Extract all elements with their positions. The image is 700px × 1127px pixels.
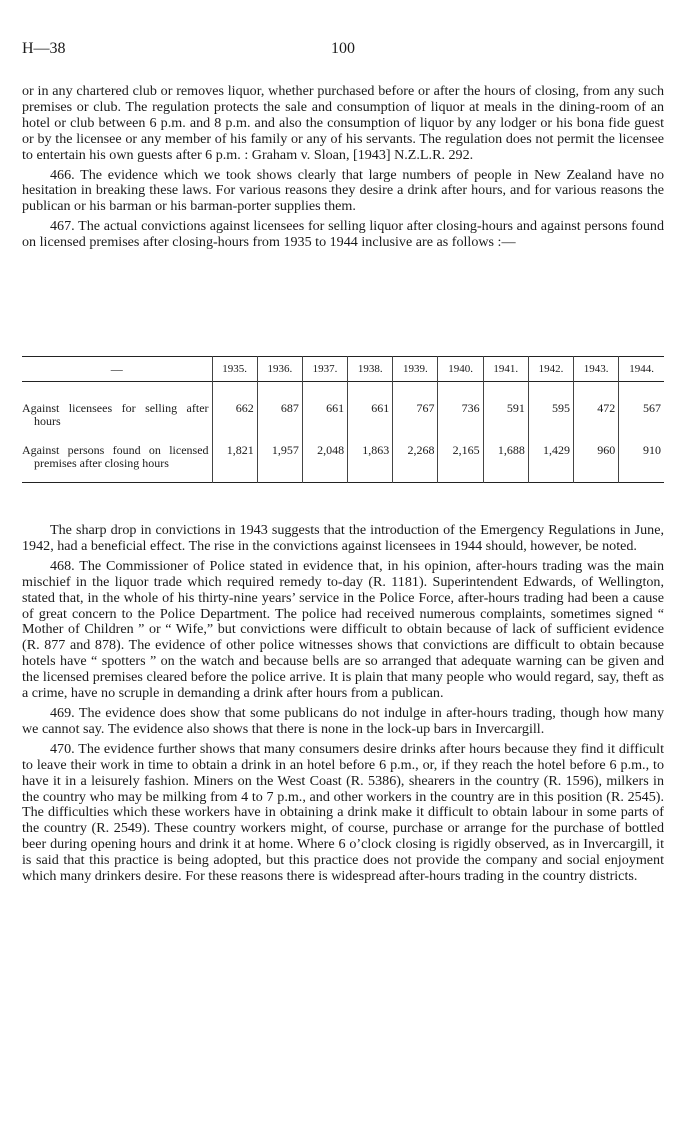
table-cell: 767 [393, 382, 438, 431]
table-cell: 736 [438, 382, 483, 431]
table-cell: 661 [348, 382, 393, 431]
table-row [22, 430, 664, 483]
table-cell: 1,688 [483, 430, 528, 483]
paragraph-466: 466. The evidence which we took shows clearly that large numbers of people in New Zealand have no hesitation in breaking these laws. For various reasons they desire a drink after hours, and for various reasons the publican or his barman or his barman-porter supplies them. [22, 166, 664, 215]
year-header: 1939. [393, 357, 438, 382]
paragraph-467: 467. The actual convictions against licensees for selling liquor after closing-hours and against persons found on licensed premises after closing-hours from 1935 to 1944 inclusive are as follows :— [22, 218, 664, 251]
table-header-row [22, 357, 664, 382]
table-cell: 662 [212, 382, 257, 431]
row-label: Against persons found on licensed premises after closing hours [22, 443, 209, 470]
year-header: 1935. [212, 357, 257, 382]
year-header: 1942. [528, 357, 573, 382]
table-cell: 2,048 [302, 430, 347, 483]
paragraph-commentary: The sharp drop in convictions in 1943 suggests that the introduction of the Emergency Regulations in June, 1942, had a beneficial effect. The rise in the convictions against licensees in 1944 should, however, be noted. [22, 522, 664, 554]
year-header: 1938. [348, 357, 393, 382]
table-cell: 1,429 [528, 430, 573, 483]
paragraph-470: 470. The evidence further shows that many consumers desire drinks after hours because they find it difficult to leave their work in time to obtain a drink in an hotel before 6 p.m., or, if they reach the hotel before 6 p.m., to have it in a leisurely fashion. Miners on the West Coast (R. 5386), shearers in the country (R. 1596), milkers in the country who may be milking from 4 to 7 p.m., and other workers in the country are in this position (R. 2545). The difficulties which these workers have in obtaining a drink make it difficult to obtain labour in some parts of the country (R. 2549). These country workers might, of course, purchase or arrange for the purchase of bottled beer during opening hours and drink it at home. Where 6 o’clock closing is rigidly observed, as in Invercargill, it is said that this practice is being adopted, but this practice does not provide the company and social enjoyment which many drinkers desire. For these reasons there is widespread after-hours trading in the country districts. [22, 740, 664, 885]
page-header [22, 40, 664, 60]
table-cell: 910 [619, 430, 664, 483]
table-cell: 567 [619, 382, 664, 431]
table-cell: 661 [302, 382, 347, 431]
table-cell: 960 [574, 430, 619, 483]
table-cell: 687 [257, 382, 302, 431]
table-cell: 591 [483, 382, 528, 431]
table-cell: 2,165 [438, 430, 483, 483]
paragraph-469: 469. The evidence does show that some publicans do not indulge in after-hours trading, though how many we cannot say. The evidence also shows that there is none in the lock-up bars in Invercargill. [22, 704, 664, 737]
table-cell: 472 [574, 382, 619, 431]
table-cell: 1,863 [348, 430, 393, 483]
paragraph-continuation: or in any chartered club or removes liquor, whether purchased before or after the hours of closing, from any such premises or club. The regulation protects the sale and consumption of liquor at meals in the dining-room of an hotel or club between 6 p.m. and 8 p.m. and also the consumption of liquor by any lodger or his bona fide guest or by the licensee or any member of his family or any of his servants. The regulation does not permit the licensee to entertain his own guests after 6 p.m. : Graham v. Sloan, [1943] N.Z.L.R. 292. [22, 83, 664, 163]
table-cell: 2,268 [393, 430, 438, 483]
year-header: 1937. [302, 357, 347, 382]
table-cell: 595 [528, 382, 573, 431]
table-corner-cell: — [110, 361, 123, 376]
paragraph-468: 468. The Commissioner of Police stated in evidence that, in his opinion, after-hours trading was the main mischief in the liquor trade which required remedy to-day (R. 1181). Superintendent Edwards, of Wellington, stated that, in the whole of his thirty-nine years’ service in the Police Force, after-hours trading had been a cause of great concern to the Police Department. The police had received numerous complaints, sometimes signed “ Mother of Children ” or “ Wife,” but convictions were difficult to obtain because of lack of sufficient evidence (R. 877 and 878). The evidence of other police witnesses shows that convictions are difficult to obtain because hotels have “ spotters ” on the watch and because bells are so arranged that adequate warning can be given and the licensed premises cleared before the police arrive. It is plain that many people who would regard, say, theft as a crime, have no scruple in demanding a drink after hours from a publican. [22, 557, 664, 702]
table-row [22, 382, 664, 431]
body-text-bottom [22, 523, 664, 889]
body-text-top [22, 84, 664, 255]
year-header: 1944. [619, 357, 664, 382]
row-label: Against licensees for selling after hours [22, 401, 209, 428]
year-header: 1943. [574, 357, 619, 382]
page-number: 100 [331, 40, 355, 57]
year-header: 1936. [257, 357, 302, 382]
convictions-table [22, 356, 664, 483]
table-cell: 1,957 [257, 430, 302, 483]
table-cell: 1,821 [212, 430, 257, 483]
year-header: 1941. [483, 357, 528, 382]
year-header: 1940. [438, 357, 483, 382]
document-reference: H—38 [22, 40, 66, 57]
